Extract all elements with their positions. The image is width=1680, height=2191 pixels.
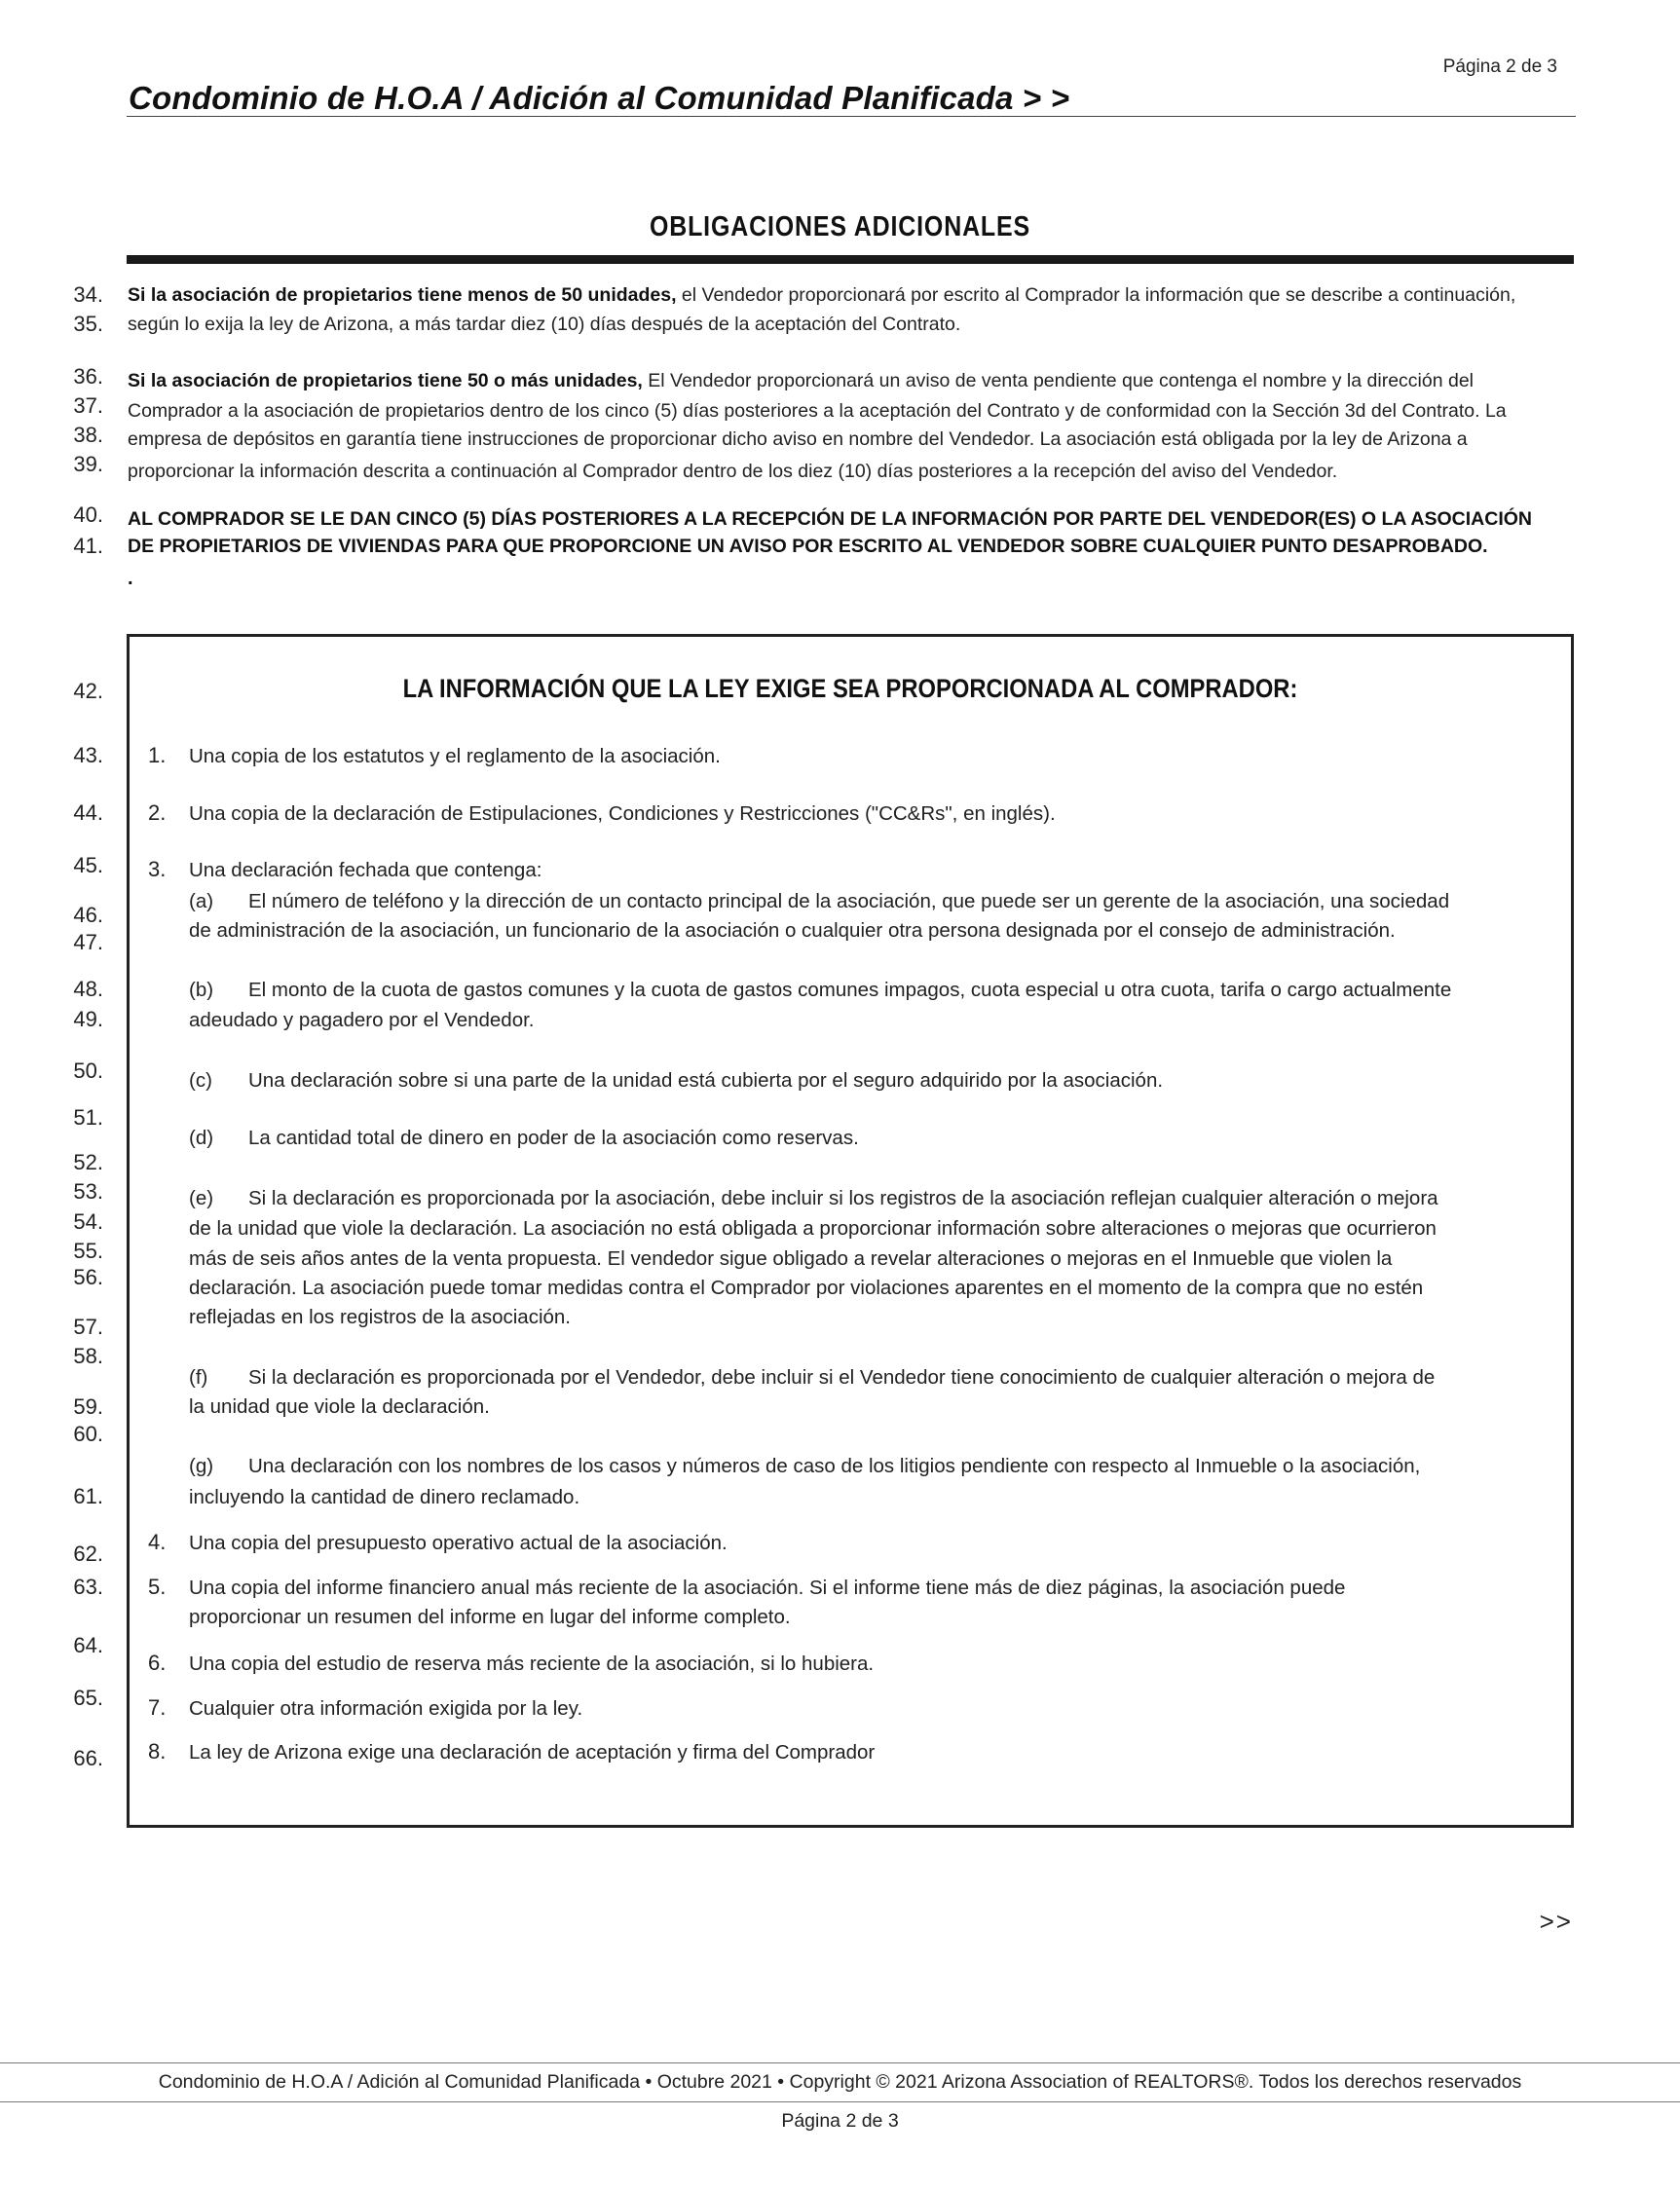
line-number: 41. — [73, 534, 103, 558]
list-item-text: La ley de Arizona exige una declaración de aceptación y firma del Comprador — [189, 1741, 876, 1764]
subitem-text: Una declaración con los nombres de los casos y números de caso de los litigios pendiente con respecto al Inmueble o la asociación, — [248, 1455, 1421, 1477]
list-item-text: Una copia del presupuesto operativo actual de la asociación. — [189, 1532, 728, 1554]
subitem-text: El número de teléfono y la dirección de un contacto principal de la asociación, que puede ser un gerente de la asociación, una sociedad — [248, 890, 1450, 912]
subitem-text: la unidad que viole la declaración. — [189, 1395, 490, 1418]
paragraph-line: Si la asociación de propietarios tiene menos de 50 unidades, el Vendedor proporcionará por escrito al Comprador la información que se describe a continuación, — [128, 284, 1516, 306]
subitem-text: declaración. La asociación puede tomar medidas contra el Comprador por violaciones aparentes en el momento de la compra que no estén — [189, 1277, 1424, 1299]
subitem-text: La cantidad total de dinero en poder de la asociación como reservas. — [248, 1127, 859, 1149]
list-number: 1. — [148, 743, 167, 767]
line-number: 66. — [73, 1746, 103, 1770]
list-number: 3. — [148, 857, 167, 881]
line-number: 38. — [73, 423, 103, 447]
line-number: 48. — [73, 977, 103, 1001]
paragraph-line: empresa de depósitos en garantía tiene instrucciones de proporcionar dicho aviso en nombre del Vendedor. La asociación está obligada por la ley de Arizona a — [128, 428, 1468, 450]
subitem-text: de la unidad que viole la declaración. La asociación no está obligada a proporcionar información sobre alteraciones o mejoras que ocurrieron — [189, 1217, 1437, 1240]
subitem-label: (c) — [189, 1069, 212, 1092]
subitem-label: (b) — [189, 979, 214, 1001]
line-number: 35. — [73, 312, 103, 336]
line-number: 50. — [73, 1058, 103, 1083]
header-divider — [127, 116, 1576, 117]
line-number: 53. — [73, 1179, 103, 1204]
line-number: 37. — [73, 393, 103, 418]
line-number: 56. — [73, 1265, 103, 1289]
paragraph-line: DE PROPIETARIOS DE VIVIENDAS PARA QUE PROPORCIONE UN AVISO POR ESCRITO AL VENDEDOR SOBRE CUALQUIER PUNTO DESAPROBADO. — [128, 536, 1488, 557]
subitem-label: (a) — [189, 890, 214, 912]
subitem-text: Si la declaración es proporcionada por la asociación, debe incluir si los registros de la asociación reflejan cualquier alteración o mejora — [248, 1187, 1438, 1209]
list-item-text: Cualquier otra información exigida por la ley. — [189, 1697, 583, 1720]
line-number: 34. — [73, 282, 103, 307]
page-number-top: Página 2 de 3 — [1442, 56, 1557, 77]
line-number: 60. — [73, 1422, 103, 1446]
line-number: 44. — [73, 800, 103, 825]
list-number: 7. — [148, 1695, 167, 1720]
line-number: 61. — [73, 1484, 103, 1508]
line-number: 47. — [73, 930, 103, 954]
line-number: 59. — [73, 1394, 103, 1419]
subitem-text: incluyendo la cantidad de dinero reclamado. — [189, 1486, 580, 1508]
line-number: 39. — [73, 452, 103, 476]
list-number: 2. — [148, 800, 167, 825]
line-number: 58. — [73, 1344, 103, 1368]
list-item-text: Una copia de la declaración de Estipulaciones, Condiciones y Restricciones ("CC&Rs", en inglés). — [189, 802, 1056, 825]
line-number: 43. — [73, 743, 103, 767]
subitem-text: reflejadas en los registros de la asociación. — [189, 1306, 571, 1328]
list-item-text: proporcionar un resumen del informe en lugar del informe completo. — [189, 1606, 791, 1628]
section-heading: OBLIGACIONES ADICIONALES — [649, 211, 1031, 242]
line-number: 42. — [73, 679, 103, 703]
line-number: 46. — [73, 903, 103, 927]
line-number: 45. — [73, 853, 103, 877]
line-number: 57. — [73, 1315, 103, 1339]
line-number: 55. — [73, 1239, 103, 1263]
document-title: Condominio de H.O.A / Adición al Comunidad Planificada > > — [129, 80, 1070, 116]
line-number: 64. — [73, 1633, 103, 1657]
subitem-text: Si la declaración es proporcionada por el Vendedor, debe incluir si el Vendedor tiene conocimiento de cualquier alteración o mejora de — [248, 1366, 1436, 1389]
line-number: 54. — [73, 1209, 103, 1234]
list-number: 4. — [148, 1530, 167, 1554]
subitem-label: (e) — [189, 1187, 214, 1209]
list-item-text: Una copia del estudio de reserva más reciente de la asociación, si lo hubiera. — [189, 1653, 875, 1675]
page-number-bottom: Página 2 de 3 — [781, 2110, 899, 2132]
list-item-text: Una copia de los estatutos y el reglamento de la asociación. — [189, 745, 721, 767]
continue-marker: >> — [1539, 1907, 1573, 1936]
footer-copyright: Condominio de H.O.A / Adición al Comunidad Planificada • Octubre 2021 • Copyright © 2021 Arizona Association of REALTORS®. Todos los derechos reservados — [158, 2071, 1522, 2093]
paragraph-line: Si la asociación de propietarios tiene 50 o más unidades, El Vendedor proporcionará un aviso de venta pendiente que contenga el nombre y la dirección del — [128, 370, 1475, 391]
heading-divider — [127, 255, 1574, 264]
footer-divider — [0, 2062, 1680, 2063]
paragraph-line: AL COMPRADOR SE LE DAN CINCO (5) DÍAS POSTERIORES A LA RECEPCIÓN DE LA INFORMACIÓN POR PARTE DEL VENDEDOR(ES) O LA ASOCIACIÓN — [128, 508, 1533, 530]
paragraph-line: según lo exija la ley de Arizona, a más tardar diez (10) días después de la aceptación del Contrato. — [128, 314, 961, 335]
subitem-text: de administración de la asociación, un funcionario de la asociación o cualquier otra persona designada por el consejo de administración. — [189, 919, 1396, 942]
subitem-text: Una declaración sobre si una parte de la unidad está cubierta por el seguro adquirido por la asociación. — [248, 1069, 1164, 1092]
subitem-text: El monto de la cuota de gastos comunes y la cuota de gastos comunes impagos, cuota especial u otra cuota, tarifa o cargo actualmente — [248, 979, 1452, 1001]
stray-dot: . — [128, 568, 133, 589]
subitem-label: (d) — [189, 1127, 214, 1149]
line-number: 51. — [73, 1105, 103, 1130]
list-number: 8. — [148, 1739, 167, 1764]
line-number: 40. — [73, 502, 103, 527]
paragraph-line: Comprador a la asociación de propietarios dentro de los cinco (5) días posteriores a la aceptación del Contrato y de conformidad con la Sección 3d del Contrato. La — [128, 400, 1507, 422]
line-number: 49. — [73, 1007, 103, 1031]
list-item-text: Una declaración fechada que contenga: — [189, 859, 542, 881]
box-title: LA INFORMACIÓN QUE LA LEY EXIGE SEA PROPORCIONADA AL COMPRADOR: — [402, 674, 1298, 703]
subitem-text: más de seis años antes de la venta propuesta. El vendedor sigue obligado a revelar alteraciones o mejoras en el Inmueble que violen la — [189, 1247, 1393, 1270]
list-number: 6. — [148, 1651, 167, 1675]
subitem-label: (g) — [189, 1455, 214, 1477]
list-number: 5. — [148, 1575, 167, 1599]
line-number: 62. — [73, 1541, 103, 1566]
line-number: 63. — [73, 1575, 103, 1599]
list-item-text: Una copia del informe financiero anual más reciente de la asociación. Si el informe tiene más de diez páginas, la asociación puede — [189, 1577, 1346, 1599]
subitem-text: adeudado y pagadero por el Vendedor. — [189, 1009, 535, 1031]
paragraph-line: proporcionar la información descrita a continuación al Comprador dentro de los diez (10) días posteriores a la recepción del aviso del Vendedor. — [128, 461, 1338, 482]
footer-divider — [0, 2101, 1680, 2102]
line-number: 36. — [73, 364, 103, 389]
subitem-label: (f) — [189, 1366, 208, 1389]
line-number: 65. — [73, 1686, 103, 1710]
line-number: 52. — [73, 1150, 103, 1174]
